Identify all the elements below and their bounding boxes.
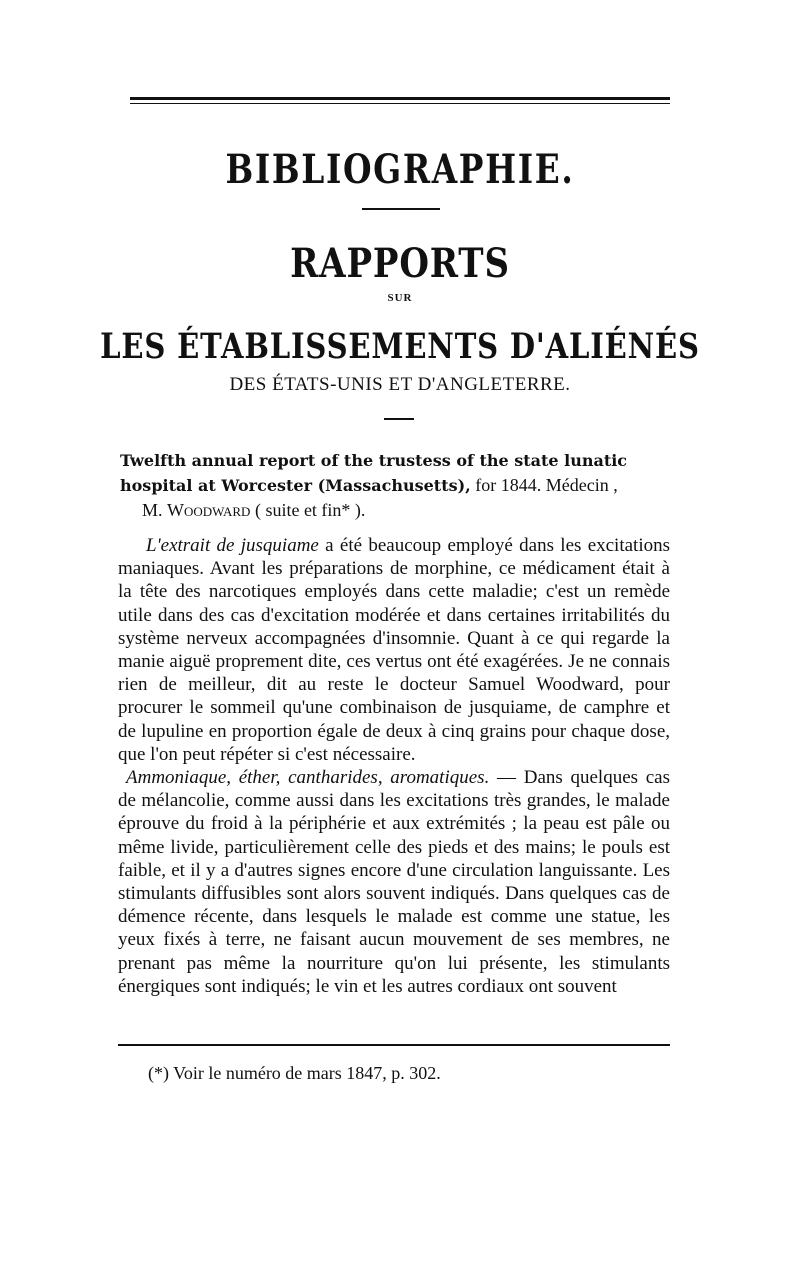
paragraph-1-lead: L'extrait de jusquiame xyxy=(146,535,319,556)
title-separator xyxy=(384,418,414,420)
top-rule-thin xyxy=(130,103,670,104)
article-title: RAPPORTS xyxy=(290,240,510,287)
title-connector: SUR xyxy=(387,292,413,304)
report-english-title: Twelfth annual report of the trustess of the state lunatic hospital at Worcester (Massachusetts), xyxy=(120,451,628,495)
report-year: for 1844. Médecin , xyxy=(470,475,618,495)
footnote: (*) Voir le numéro de mars 1847, p. 302. xyxy=(148,1063,441,1083)
footnote-rule xyxy=(118,1044,670,1046)
paragraph-2-text: — Dans quelques cas de mélancolie, comme aussi dans les excitations très grandes, le malade éprouve du froid à la périphérie et aux extrémités ; la peau est pâle ou même livide, particulièrement celle des pieds et des mains; le pouls est faible, et il y a d'autres signes encore d'une circulation languissante. Les stimulants diffusibles sont alors souvent indiqués. Dans quelques cas de démence récente, dans lesquels le malade est comme une statue, les yeux fixés à terre, ne faisant aucun mouvement de ses membres, ne prenant pas même la nourriture qu'on lui présente, les stimulants énergiques sont indiqués; le vin et les autres cordiaux ont souvent xyxy=(118,767,670,997)
body-text xyxy=(118,534,670,998)
article-subtitle: LES ÉTABLISSEMENTS D'ALIÉNÉS xyxy=(100,326,700,367)
paragraph-2-lead: Ammoniaque, éther, cantharides, aromatiques. xyxy=(126,767,490,789)
report-reference xyxy=(120,448,682,522)
reference-suffix: ( suite et fin* ). xyxy=(250,500,366,520)
top-rule-thick xyxy=(130,97,670,100)
paragraph-2 xyxy=(118,766,670,998)
heading-underline xyxy=(362,208,440,210)
paragraph-1 xyxy=(118,534,670,766)
article-subsubtitle: DES ÉTATS-UNIS ET D'ANGLETERRE. xyxy=(229,374,571,395)
report-author-line xyxy=(120,500,365,520)
author-name: Woodward xyxy=(167,500,251,520)
paragraph-1-text: a été beaucoup employé dans les excitations maniaques. Avant les préparations de morphine, ce médicament était à la tête des narcotiques employés dans cette maladie; c'est un remède utile dans des cas d'excitation modérée et dans certaines irritabilités du système nerveux accompagnées d'insomnie. Quant à ce qui regarde la manie aiguë proprement dite, ces vertus ont été exagérées. Je ne connais rien de meilleur, dit au reste le docteur Samuel Woodward, pour procurer le sommeil qu'une combinaison de jusquiame, de camphre et de lupuline en proportion égale de deux à cinq grains pour chaque dose, que l'on peut répéter si c'est nécessaire. xyxy=(118,535,670,765)
author-prefix: M. xyxy=(142,500,168,520)
section-heading: BIBLIOGRAPHIE. xyxy=(225,146,575,193)
